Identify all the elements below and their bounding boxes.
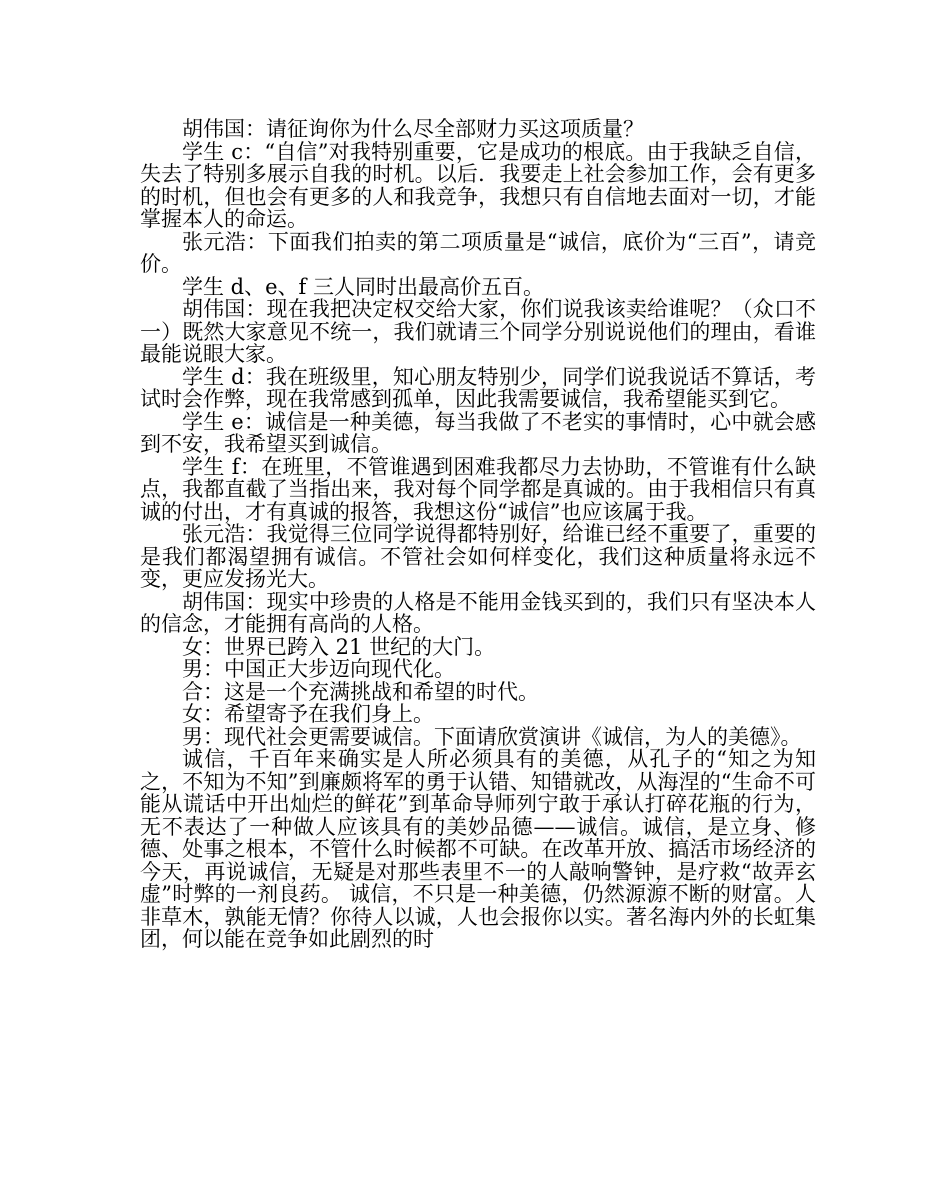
paragraph: 学生 d、e、f 三人同时出最高价五百。 — [182, 274, 544, 299]
paragraph: 学生 c：“自信”对我特别重要，它是成功的根底。由于我缺乏自信，失去了特别多展示自我的时机。以后．我要走上社会参加工作，会有更多的时机，但也会有更多的人和我竞争，我想只有自信地去面对一切，才能掌握本人的命运。 — [140, 139, 816, 231]
paragraph: 学生 f：在班里，不管谁遇到困难我都尽力去协助，不管谁有什么缺点，我都直截了当指出来，我对每个同学都是真诚的。由于我相信只有真诚的付出，才有真诚的报答，我想这份“诚信”也应该属于我。 — [140, 454, 816, 524]
document-body — [140, 118, 816, 951]
paragraph: 胡伟国：现实中珍贵的人格是不能用金钱买到的，我们只有坚决本人的信念，才能拥有高尚的人格。 — [140, 589, 816, 636]
paragraph: 学生 e：诚信是一种美德，每当我做了不老实的事情时，心中就会感到不安，我希望买到诚信。 — [140, 409, 816, 456]
paragraph: 女：希望寄予在我们身上。 — [182, 702, 434, 726]
paragraph: 胡伟国：请征询你为什么尽全部财力买这项质量？ — [182, 117, 644, 141]
paragraph: 张元浩：下面我们拍卖的第二项质量是“诚信，底价为“三百”，请竞价。 — [140, 229, 816, 276]
paragraph: 合：这是一个充满挑战和希望的时代。 — [182, 679, 539, 704]
paragraph: 诚信，千百年来确实是人所必须具有的美德，从孔子的“知之为知之，不知为不知”到廉颇将军的勇于认错、知错就改，从海涅的“生命不可能从谎话中开出灿烂的鲜花”到革命导师列宁敢于承认打碎花瓶的行为，无不表达了一种做人应该具有的美妙品德——诚信。诚信，是立身、修德、处事之根本，不管什么时候都不可缺。在改革开放、搞活市场经济的今天，再说诚信，无疑是对那些表里不一的人敲响警钟，是疗救“故弄玄虚”时弊的一剂良药。 诚信，不只是一种美德，仍然源源不断的财富。人非草木，孰能无情？你待人以诚，人也会报你以实。著名海内外的长虹集团，何以能在竞争如此剧烈的时 — [140, 747, 816, 951]
paragraph: 学生 d：我在班级里，知心朋友特别少，同学们说我说话不算话，考试时会作弊，现在我常感到孤单，因此我需要诚信，我希望能买到它。 — [140, 364, 816, 411]
paragraph: 男：现代社会更需要诚信。下面请欣赏演讲《诚信，为人的美德》。 — [182, 724, 802, 749]
paragraph: 男：中国正大步迈向现代化。 — [182, 657, 455, 681]
paragraph: 女：世界已跨入 21 世纪的大门。 — [182, 634, 496, 659]
paragraph: 张元浩：我觉得三位同学说得都特别好，给谁已经不重要了，重要的是我们都渴望拥有诚信。不管社会如何样变化，我们这种质量将永远不变，更应发扬光大。 — [140, 522, 816, 591]
paragraph: 胡伟国：现在我把决定权交给大家，你们说我该卖给谁呢？（众口不一）既然大家意见不统一，我们就请三个同学分别说说他们的理由，看谁最能说眼大家。 — [140, 297, 816, 366]
